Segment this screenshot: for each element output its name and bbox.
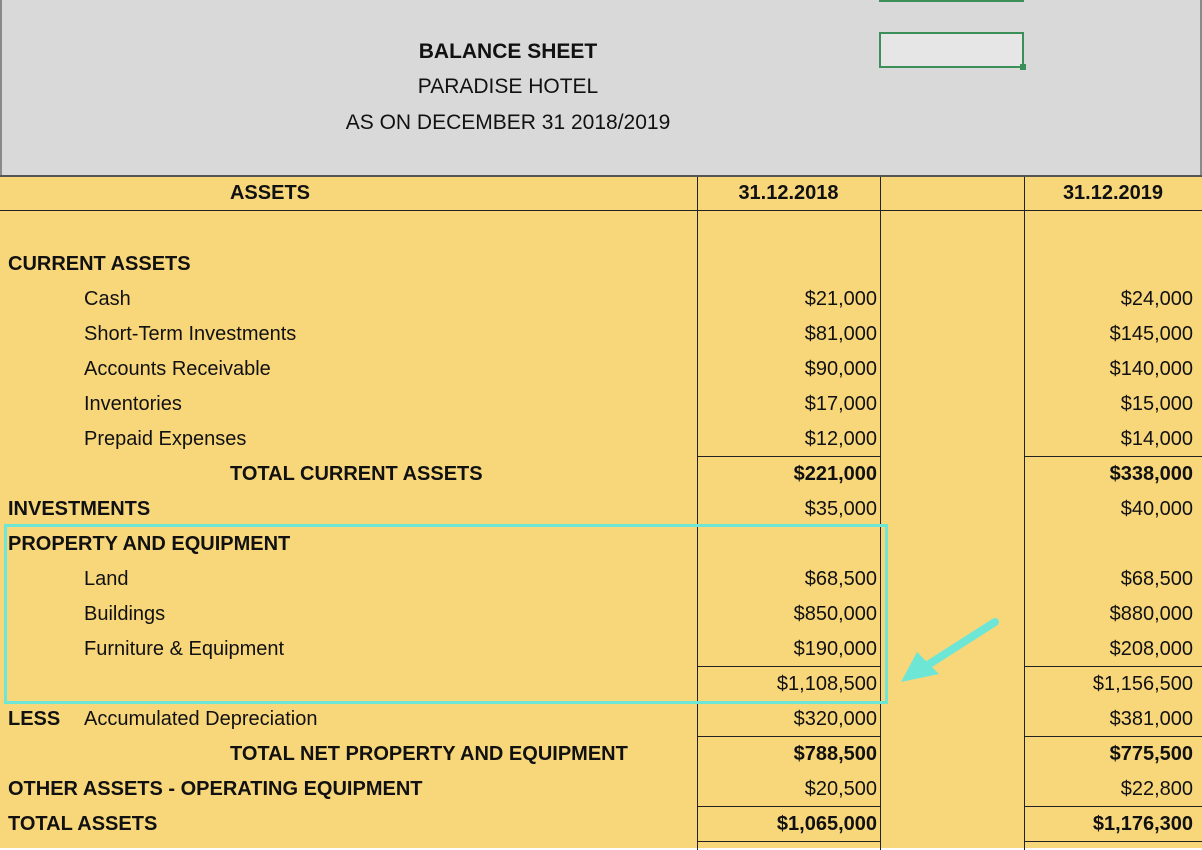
inventories-2019[interactable]: $15,000: [1120, 393, 1193, 415]
short-term-2019[interactable]: $145,000: [1109, 323, 1193, 345]
row-label-buildings[interactable]: Buildings: [84, 603, 166, 625]
balance-sheet-table: [0, 175, 1202, 848]
column-divider: [880, 177, 881, 850]
row-label-cash[interactable]: Cash: [84, 288, 131, 310]
row-label-less[interactable]: LESS: [8, 708, 61, 730]
company-name: PARADISE HOTEL: [417, 75, 599, 98]
row-label-total-current-assets[interactable]: TOTAL CURRENT ASSETS: [230, 463, 483, 485]
depreciation-2019[interactable]: $381,000: [1109, 708, 1193, 730]
column-header-assets[interactable]: ASSETS: [229, 182, 311, 204]
arrow-icon: [895, 612, 1005, 687]
cash-2019[interactable]: $24,000: [1120, 288, 1193, 310]
total-assets-2018[interactable]: $1,065,000: [776, 813, 877, 835]
total-assets-2019[interactable]: $1,176,300: [1092, 813, 1193, 835]
depreciation-2018[interactable]: $320,000: [793, 708, 877, 730]
row-label-furniture-equipment[interactable]: Furniture & Equipment: [84, 638, 285, 660]
other-assets-2019[interactable]: $22,800: [1120, 778, 1193, 800]
row-label-accumulated-depreciation[interactable]: Accumulated Depreciation: [84, 708, 318, 730]
buildings-2018[interactable]: $850,000: [793, 603, 877, 625]
row-label-prepaid-expenses[interactable]: Prepaid Expenses: [84, 428, 247, 450]
other-assets-2018[interactable]: $20,500: [804, 778, 877, 800]
investments-2018[interactable]: $35,000: [804, 498, 877, 520]
row-label-total-net-property[interactable]: TOTAL NET PROPERTY AND EQUIPMENT: [230, 743, 628, 765]
cash-2018[interactable]: $21,000: [804, 288, 877, 310]
total-current-2019[interactable]: $338,000: [1109, 463, 1193, 485]
property-subtotal-2019[interactable]: $1,156,500: [1092, 673, 1193, 695]
section-other-assets[interactable]: OTHER ASSETS - OPERATING EQUIPMENT: [8, 778, 423, 800]
sheet-title: BALANCE SHEET: [418, 40, 598, 63]
selected-column-indicator: [879, 0, 1024, 2]
row-label-land[interactable]: Land: [84, 568, 129, 590]
total-net-property-2019[interactable]: $775,500: [1109, 743, 1193, 765]
furniture-2019[interactable]: $208,000: [1109, 638, 1193, 660]
inventories-2018[interactable]: $17,000: [804, 393, 877, 415]
selected-cell[interactable]: [879, 32, 1024, 68]
prepaid-2018[interactable]: $12,000: [804, 428, 877, 450]
row-label-inventories[interactable]: Inventories: [84, 393, 182, 415]
row-label-accounts-receivable[interactable]: Accounts Receivable: [84, 358, 271, 380]
column-header-2018[interactable]: 31.12.2018: [738, 182, 839, 204]
prepaid-2019[interactable]: $14,000: [1120, 428, 1193, 450]
report-period: AS ON DECEMBER 31 2018/2019: [345, 111, 671, 134]
receivable-2018[interactable]: $90,000: [804, 358, 877, 380]
total-net-property-2018[interactable]: $788,500: [793, 743, 877, 765]
receivable-2019[interactable]: $140,000: [1109, 358, 1193, 380]
land-2019[interactable]: $68,500: [1120, 568, 1193, 590]
fill-handle[interactable]: [1020, 64, 1026, 70]
section-investments[interactable]: INVESTMENTS: [8, 498, 151, 520]
section-property-equipment[interactable]: PROPERTY AND EQUIPMENT: [8, 533, 291, 555]
sheet-header: [0, 0, 1202, 176]
column-header-2019[interactable]: 31.12.2019: [1062, 182, 1164, 204]
buildings-2019[interactable]: $880,000: [1109, 603, 1193, 625]
total-current-2018[interactable]: $221,000: [793, 463, 877, 485]
furniture-2018[interactable]: $190,000: [793, 638, 877, 660]
land-2018[interactable]: $68,500: [804, 568, 877, 590]
section-total-assets[interactable]: TOTAL ASSETS: [8, 813, 158, 835]
highlight-box: [4, 524, 888, 704]
property-subtotal-2018[interactable]: $1,108,500: [776, 673, 877, 695]
section-current-assets[interactable]: CURRENT ASSETS: [8, 253, 191, 275]
investments-2019[interactable]: $40,000: [1120, 498, 1193, 520]
row-label-short-term-investments[interactable]: Short-Term Investments: [84, 323, 297, 345]
short-term-2018[interactable]: $81,000: [804, 323, 877, 345]
